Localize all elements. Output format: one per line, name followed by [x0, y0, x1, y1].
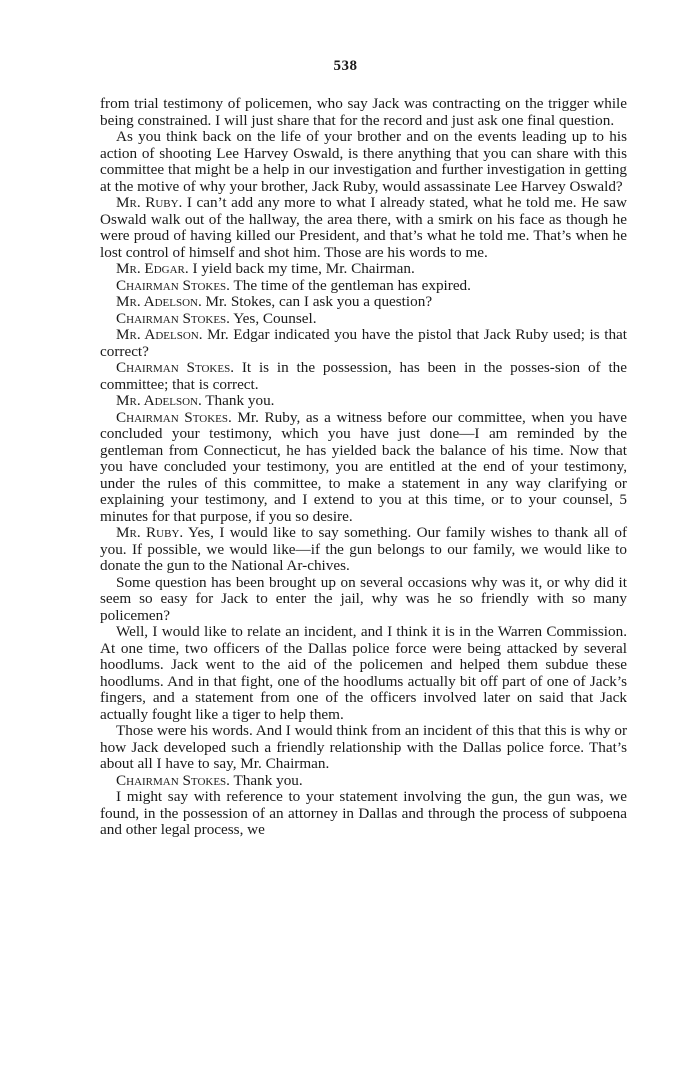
speaker-name: Mr. Adelson.: [116, 326, 203, 343]
paragraph: [100, 773, 627, 790]
paragraph: [100, 723, 627, 773]
paragraph-text: Well, I would like to relate an incident, and I think it is in the Warren Commission. At one time, two officers of the Dallas police force were being attacked by several hoodlums. Jack went to the aid of the policemen and helped them subdue these hoodlums. And in that fight, one of the hoodlums actually bit off part of one of Jack’s fingers, and a statement from one of the officers involved later on said that Jack actually fought like a tiger to help them.: [100, 623, 627, 723]
paragraph: [100, 360, 627, 393]
speaker-name: Chairman Stokes.: [116, 771, 230, 789]
speaker-name: Mr. Edgar.: [116, 260, 189, 277]
paragraph-text: As you think back on the life of your brother and on the events leading up to his action of shooting Lee Harvey Oswald, is there anything that you can share with this committee that might be a help in our investigation and further investigation in getting at the motive of why your brother, Jack Ruby, would assassinate Lee Harvey Oswald?: [100, 128, 627, 195]
transcript-body: [100, 96, 627, 839]
paragraph: [100, 410, 627, 526]
speaker-name: Mr. Ruby.: [116, 524, 184, 541]
paragraph-text: It is in the possession, has been in the posses-sion of the committee; that is correct.: [100, 359, 627, 393]
paragraph-text: from trial testimony of policemen, who say Jack was contracting on the trigger while being constrained. I will just share that for the record and just ask one final question.: [100, 95, 627, 129]
paragraph-text: Mr. Stokes, can I ask you a question?: [205, 293, 433, 310]
paragraph: [100, 525, 627, 575]
speaker-name: Mr. Ruby.: [116, 194, 183, 211]
paragraph-text: Thank you.: [205, 392, 275, 409]
paragraph-text: The time of the gentleman has expired.: [233, 276, 471, 294]
speaker-name: Mr. Adelson.: [116, 392, 202, 409]
speaker-name: Chairman Stokes.: [116, 359, 235, 376]
paragraph: [100, 789, 627, 839]
paragraph-text: Some question has been brought up on several occasions why was it, or why did it seem so easy for Jack to enter the jail, why was he so friendly with so many policemen?: [100, 573, 627, 624]
paragraph-text: Thank you.: [233, 771, 303, 789]
paragraph: [100, 294, 627, 311]
paragraph: [100, 129, 627, 195]
speaker-name: Chairman Stokes.: [116, 276, 230, 294]
paragraph-text: I yield back my time, Mr. Chairman.: [192, 260, 415, 277]
speaker-name: Mr. Adelson.: [116, 293, 202, 310]
paragraph: [100, 278, 627, 295]
paragraph: [100, 575, 627, 625]
paragraph-text: Those were his words. And I would think from an incident of this that this is why or how Jack developed such a friendly relationship with the Dallas police force. That’s about all I have to say, Mr. Chairman.: [100, 722, 627, 772]
paragraph-text: Yes, I would like to say something. Our family wishes to thank all of you. If possible, we would like—if the gun belongs to our family, we would like to donate the gun to the National Ar-chives.: [100, 524, 627, 574]
paragraph: [100, 393, 627, 410]
paragraph: [100, 624, 627, 723]
speaker-name: Chairman Stokes.: [116, 408, 232, 426]
paragraph-text: Yes, Counsel.: [233, 309, 317, 327]
paragraph-continued: [100, 96, 627, 129]
paragraph-text: Mr. Edgar indicated you have the pistol that Jack Ruby used; is that correct?: [100, 326, 628, 360]
paragraph: [100, 261, 627, 278]
paragraph: [100, 311, 627, 328]
paragraph: [100, 327, 627, 360]
paragraph-text: I might say with reference to your statement involving the gun, the gun was, we found, in the possession of an attorney in Dallas and through the process of subpoena and other legal process, we: [100, 788, 627, 838]
paragraph: [100, 195, 627, 261]
paragraph-text: Mr. Ruby, as a witness before our committee, when you have concluded your testimony, which you have just done—I am reminded by the gentleman from Connecticut, he has yielded back the balance of his time. Now that you have concluded your testimony, you are entitled at the end of your testimony, under the rules of this committee, to make a statement in any way clarifying or explaining your testimony, and I extend to you at this time, or to your counsel, 5 minutes for that purpose, if you so desire.: [100, 408, 627, 525]
speaker-name: Chairman Stokes.: [116, 309, 230, 327]
paragraph-text: I can’t add any more to what I already stated, what he told me. He saw Oswald walk out of the hallway, the area there, with a smirk on his face as though he were proud of having killed our President, and that’s what he told me. That’s when he lost control of himself and shot him. Those are his words to me.: [100, 194, 627, 261]
page-number: 538: [333, 58, 358, 74]
